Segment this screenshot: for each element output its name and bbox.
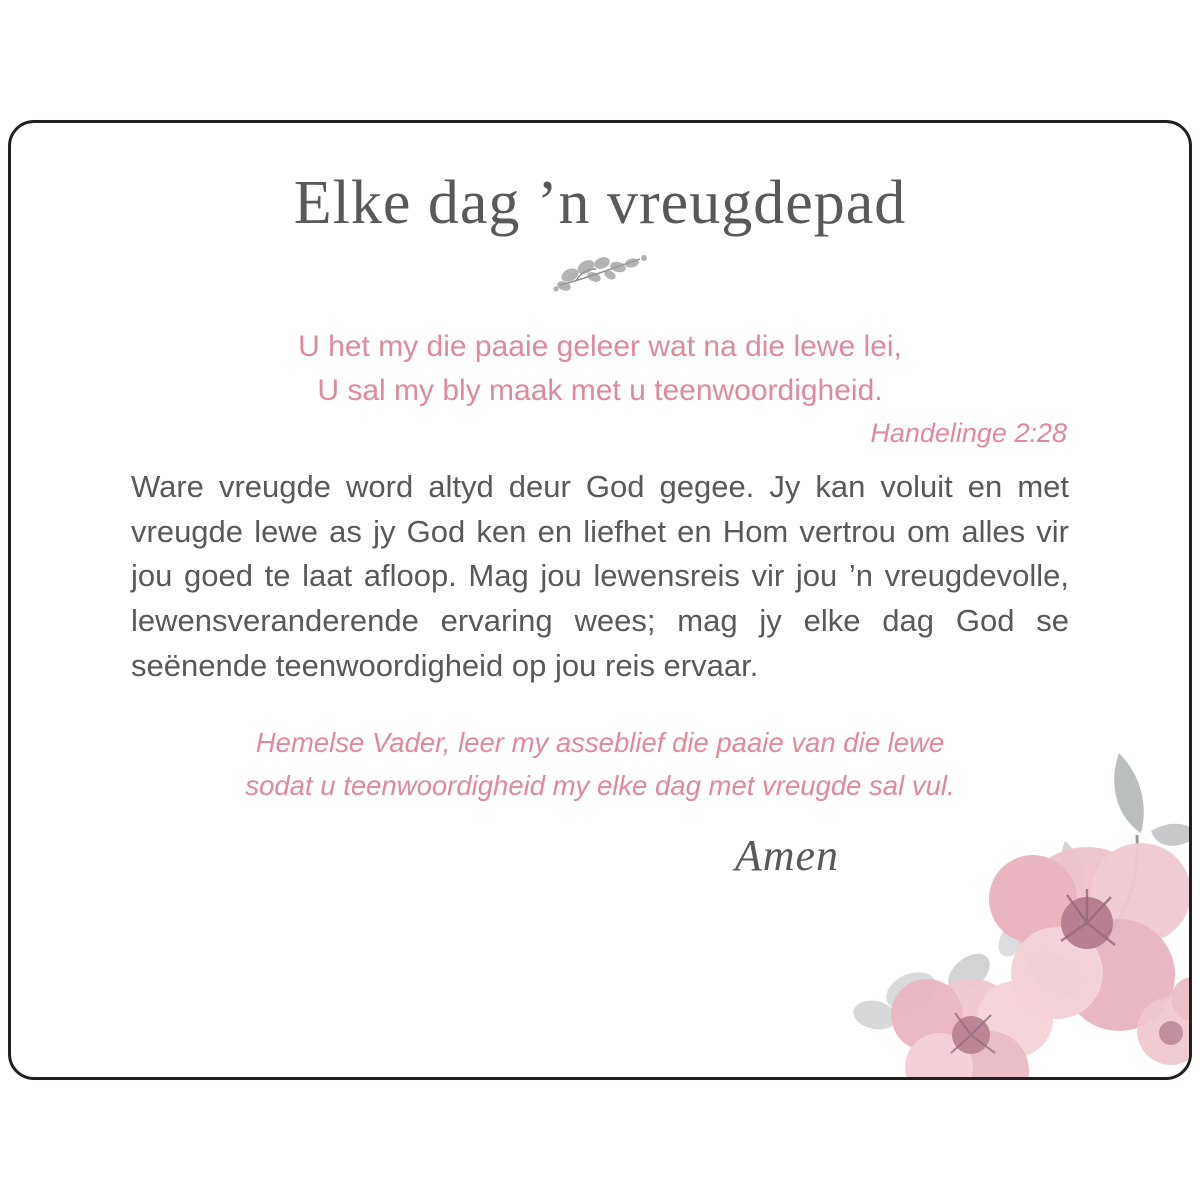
devotional-body-text: Ware vreugde word altyd deur God gegee. Jy kan voluit en met vreugde lewe as jy God ken en liefhet en Hom vertrou om alles vir jou goed te laat afloop. Mag jou lewensreis vir jou ’n vreugdevolle, lewensveranderende ervaring wees; mag jy elke dag God se seënende teenwoordigheid op jou reis ervaar.: [131, 469, 1069, 683]
verse-line-1: U het my die paaie geleer wat na die lewe lei,: [298, 330, 902, 364]
verse-line-2: U sal my bly maak met u teenwoordigheid.: [317, 373, 883, 407]
leaf-sprig-icon: [540, 245, 660, 299]
verse-reference: Handelinge 2:28: [870, 418, 1067, 449]
amen-signature: Amen: [734, 830, 839, 880]
prayer-line-1: Hemelse Vader, leer my asseblief die paaie van die lewe: [255, 727, 945, 759]
prayer-line-2: sodat u teenwoordigheid my elke dag met vreugde sal vul.: [245, 769, 955, 801]
scripture-plaque-card: [8, 120, 1192, 1080]
page-title: Elke dag ’n vreugdepad: [293, 169, 907, 237]
verse-text: [131, 325, 1069, 412]
card-inner: [11, 123, 1189, 1077]
prayer-text: [131, 722, 1069, 807]
